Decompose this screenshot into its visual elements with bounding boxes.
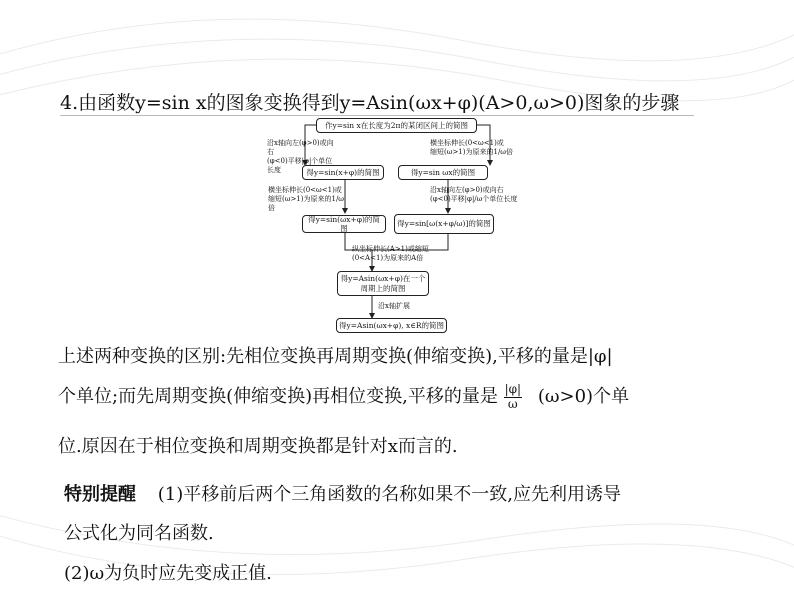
flow-right-box-1: 得y=sin ωx的简图	[398, 165, 488, 180]
flow-left-note-2	[268, 186, 348, 213]
flow-right-note-2-line2: (φ<0)平移|φ|/ω个单位长度	[430, 195, 518, 204]
flow-left-box-1: 得y=sin(x+φ)的简图	[302, 165, 384, 180]
flow-center-note-line1: 纵坐标伸长(A>1)或缩短	[352, 245, 429, 253]
flow-left-note-1-line1: 沿x轴向左(φ>0)或向右	[267, 139, 334, 157]
remark-text-1: (1)平移前后两个三角函数的名称如果不一致,应先利用诱导	[157, 484, 621, 505]
flow-bottom-box: 得y=Asin(ωx+φ), x∈R的简图	[336, 318, 447, 333]
paragraph-line-3: 位.原因在于相位变换和周期变换都是针对x而言的.	[58, 436, 458, 457]
paragraph-line-2-text: 个单位;而先周期变换(伸缩变换)再相位变换,平移的量是	[58, 386, 498, 407]
flow-bottom-note: 沿x轴扩展	[378, 302, 410, 310]
flow-left-note-2-line2: 缩短(ω>1)为原来的1/ω倍	[268, 195, 345, 213]
fraction-numerator: |φ|	[504, 382, 522, 397]
flow-left-note-2-line1: 横坐标伸长(0<ω<1)或	[268, 186, 342, 194]
flow-right-note-1-line2: 缩短(ω>1)为原来的1/ω倍	[430, 148, 514, 157]
flow-right-box-2: 得y=sin[ω(x+φ/ω)]的简图	[394, 214, 494, 234]
section-heading: 4.由函数y=sin x的图象变换得到y=Asin(ωx+φ)(A>0,ω>0)图象的步骤	[60, 92, 680, 114]
remark-line-3: (2)ω为负时应先变成正值.	[64, 563, 272, 584]
flow-top-box: 作y=sin x在长度为2π的某闭区间上的简图	[316, 118, 477, 133]
flow-left-box-2: 得y=sin(ωx+φ)的简图	[302, 215, 386, 233]
flow-center-box-line1: 得y=Asin(ωx+φ)在一个	[340, 274, 426, 284]
flow-center-note-line2: (0<A<1)为原来的A倍	[352, 254, 424, 263]
paragraph-line-1: 上述两种变换的区别:先相位变换再周期变换(伸缩变换),平移的量是|φ|	[58, 346, 613, 367]
remark-label: 特别提醒	[64, 484, 136, 505]
flow-center-box	[337, 271, 429, 296]
flow-center-box-line2: 周期上的简图	[360, 283, 406, 293]
flow-right-note-1-line1: 横坐标伸长(0<ω<1)或	[430, 139, 504, 147]
flow-left-note-1-line2: (φ<0)平移|φ|个单位长度	[267, 157, 333, 175]
fraction-denominator: ω	[507, 396, 518, 411]
flow-right-note-2	[430, 186, 530, 204]
paragraph-line-2-tail: (ω>0)个单	[537, 386, 630, 407]
paragraph-line-2	[58, 382, 629, 411]
flow-center-note	[352, 245, 442, 263]
remark-line-2: 公式化为同名函数.	[64, 523, 214, 544]
flow-right-note-1	[430, 139, 525, 157]
remark-line-1	[64, 480, 621, 506]
flow-right-note-2-line1: 沿x轴向左(φ>0)或向右	[430, 186, 504, 194]
shift-fraction	[504, 383, 523, 410]
